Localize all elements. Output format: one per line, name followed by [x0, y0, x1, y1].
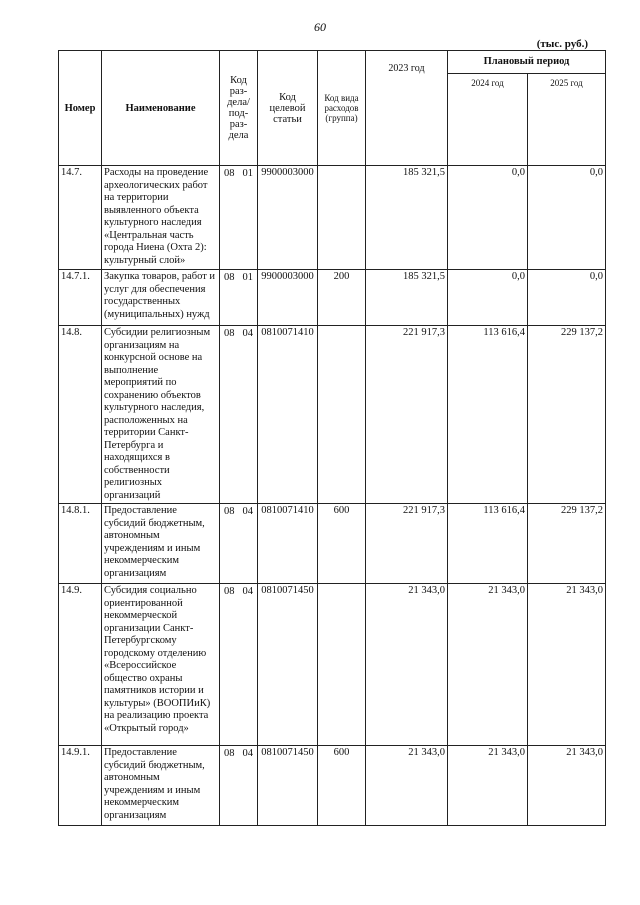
row-2025: 229 137,2 — [528, 504, 606, 584]
row-name: Расходы на проведение археологических работ на территории выявленного объекта культурного наследия «Центральная часть города Ниена (Охта 2): культурный слой» — [102, 166, 220, 270]
row-subsection: 04 — [242, 506, 253, 517]
header-2023: 2023 год — [366, 51, 448, 166]
row-expense-type: 600 — [318, 746, 366, 826]
header-planned-period: Плановый период — [448, 51, 606, 74]
row-section: 08 — [224, 272, 235, 283]
row-2023: 21 343,0 — [366, 584, 448, 746]
row-name: Предоставление субсидий бюджетным, автономным учреждениям и иным некоммерческим организациям — [102, 746, 220, 826]
row-expense-type: 600 — [318, 504, 366, 584]
row-2025: 21 343,0 — [528, 584, 606, 746]
row-name: Субсидии религиозным организациям на конкурсной основе на выполнение мероприятий по сохранению объектов культурного наследия, расположенных на территории Санкт-Петербурга и находящихся в собственности религиозных организаций — [102, 326, 220, 504]
row-2025: 0,0 — [528, 166, 606, 270]
row-number: 14.9.1. — [59, 746, 102, 826]
header-section-code: Код раз-дела/под-раз-дела — [220, 51, 258, 166]
row-2025: 0,0 — [528, 270, 606, 326]
row-number: 14.8. — [59, 326, 102, 504]
row-section-code — [220, 326, 258, 504]
row-target-code: 0810071410 — [258, 326, 318, 504]
units-label: (тыс. руб.) — [536, 38, 588, 50]
row-section: 08 — [224, 168, 235, 179]
row-number: 14.9. — [59, 584, 102, 746]
row-subsection: 04 — [242, 586, 253, 597]
table-row — [59, 504, 606, 584]
header-target-code: Код целевой статьи — [258, 51, 318, 166]
row-target-code: 0810071450 — [258, 746, 318, 826]
header-2025: 2025 год — [528, 73, 606, 165]
row-subsection: 04 — [242, 748, 253, 759]
row-number: 14.7. — [59, 166, 102, 270]
row-name: Закупка товаров, работ и услуг для обеспечения государственных (муниципальных) нужд — [102, 270, 220, 326]
row-2024: 0,0 — [448, 166, 528, 270]
row-2024: 21 343,0 — [448, 746, 528, 826]
row-section-code — [220, 584, 258, 746]
row-section: 08 — [224, 748, 235, 759]
table-row — [59, 270, 606, 326]
row-2025: 21 343,0 — [528, 746, 606, 826]
row-2023: 185 321,5 — [366, 166, 448, 270]
row-subsection: 01 — [242, 168, 253, 179]
budget-table — [58, 50, 606, 826]
row-target-code: 0810071410 — [258, 504, 318, 584]
row-target-code: 9900003000 — [258, 270, 318, 326]
row-expense-type — [318, 166, 366, 270]
row-section: 08 — [224, 586, 235, 597]
row-subsection: 04 — [242, 328, 253, 339]
row-expense-type — [318, 326, 366, 504]
row-2023: 221 917,3 — [366, 504, 448, 584]
row-expense-type: 200 — [318, 270, 366, 326]
row-number: 14.7.1. — [59, 270, 102, 326]
row-2023: 21 343,0 — [366, 746, 448, 826]
table-row — [59, 584, 606, 746]
table-row — [59, 746, 606, 826]
table-row — [59, 326, 606, 504]
row-section: 08 — [224, 506, 235, 517]
row-2024: 0,0 — [448, 270, 528, 326]
row-expense-type — [318, 584, 366, 746]
row-section-code — [220, 746, 258, 826]
header-name: Наименование — [102, 51, 220, 166]
header-expense-type: Код вида расходов (группа) — [318, 51, 366, 166]
row-2025: 229 137,2 — [528, 326, 606, 504]
row-section-code — [220, 166, 258, 270]
row-section-code — [220, 270, 258, 326]
row-2023: 221 917,3 — [366, 326, 448, 504]
table-row — [59, 166, 606, 270]
row-target-code: 9900003000 — [258, 166, 318, 270]
row-section-code — [220, 504, 258, 584]
table-header — [59, 51, 606, 166]
row-name: Субсидия социально ориентированной некоммерческой организации Санкт-Петербургскому городскому отделению «Всероссийское общество охраны памятников истории и культуры» (ВООПИиК) на реализацию проекта «Открытый город» — [102, 584, 220, 746]
row-2024: 113 616,4 — [448, 326, 528, 504]
row-2023: 185 321,5 — [366, 270, 448, 326]
row-name: Предоставление субсидий бюджетным, автономным учреждениям и иным некоммерческим организациям — [102, 504, 220, 584]
row-number: 14.8.1. — [59, 504, 102, 584]
header-number: Номер — [59, 51, 102, 166]
row-target-code: 0810071450 — [258, 584, 318, 746]
row-section: 08 — [224, 328, 235, 339]
row-2024: 21 343,0 — [448, 584, 528, 746]
header-2024: 2024 год — [448, 73, 528, 165]
page-number: 60 — [314, 20, 326, 34]
row-subsection: 01 — [242, 272, 253, 283]
row-2024: 113 616,4 — [448, 504, 528, 584]
